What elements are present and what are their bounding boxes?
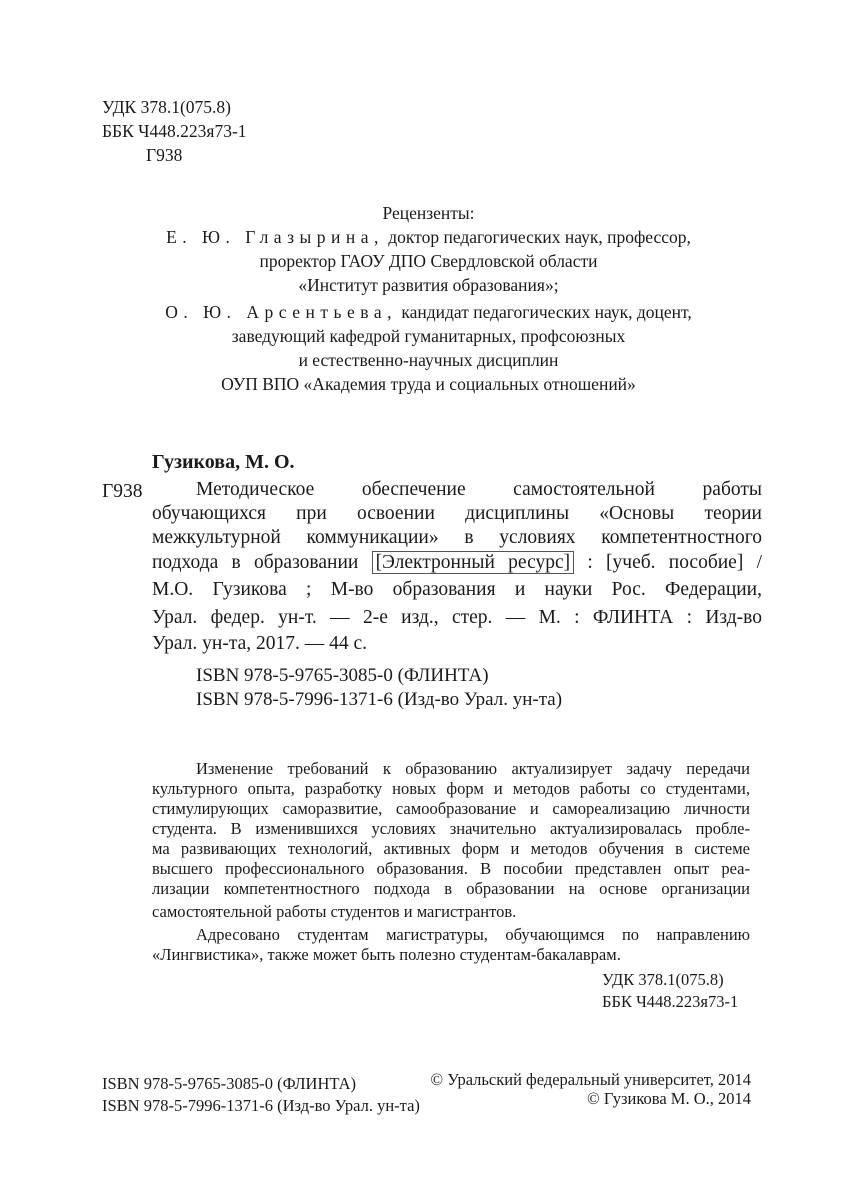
reviewer-1-line-1 [0,225,857,249]
reviewer-1-name: Е. Ю. Глазырина, [166,227,384,247]
bib-isbn-2: ISBN 978-5-7996-1371-6 (Изд-во Урал. ун-та) [196,689,563,710]
bib-line-4-post: : [учеб. пособие] / [574,552,762,573]
bib-title-line-3: межкультурной коммуникации» в условиях компетентностного [152,527,762,548]
electronic-resource-label: [Электронный ресурс] [372,551,575,574]
reviewer-2-name: О. Ю. Арсентьева, [165,302,397,322]
abstract-line-8: самостоятельной работы студентов и магистрантов. [152,902,517,921]
copyright-university: © Уральский федеральный университет, 2014 [430,1070,751,1089]
reviewer-2-line-2: заведующий кафедрой гуманитарных, профсоюзных [231,326,626,346]
reviewer-1-line-2: проректор ГАОУ ДПО Свердловской области [259,251,598,271]
abstract-line-2: культурного опыта, разработку новых форм и методов работы со студентами, [152,779,750,798]
footer-isbn-1: ISBN 978-5-9765-3085-0 (ФЛИНТА) [102,1074,357,1093]
reviewer-1-title: доктор педагогических наук, профессор, [383,227,691,247]
bib-title-line-5: М.О. Гузикова ; М-во образования и науки Рос. Федерации, [152,579,762,600]
reviewer-2-line-4: ОУП ВПО «Академия труда и социальных отношений» [221,374,636,394]
udk-code: УДК 378.1(075.8) [102,97,232,117]
author-mark: Г938 [146,145,183,165]
bib-line-4-text: подхода в образовании [152,552,372,573]
bib-author-mark: Г938 [102,481,143,502]
abstract-line-1: Изменение требований к образованию актуализирует задачу передачи [196,759,750,778]
abstract-bbk: ББК Ч448.223я73-1 [602,992,739,1011]
abstract-line-6: высшего профессионального образования. В пособии представлен опыт реа- [152,859,750,878]
reviewer-2-line-3: и естественно-научных дисциплин [298,350,559,370]
audience-line-1: Адресовано студентам магистратуры, обучающимся по направлению [196,925,750,944]
abstract-line-3: стимулирующих саморазвитие, самообразование и самореализацию личности [152,799,750,818]
abstract-line-7: лизации компетентностного подхода в образовании на основе организации [152,879,750,898]
audience-line-2: «Лингвистика», также может быть полезно студентам-бакалаврам. [152,945,621,964]
bib-title-line-2: обучающихся при освоении дисциплины «Основы теории [152,503,762,524]
bib-title-line-6: Урал. федер. ун-т. — 2-е изд., стер. — М. : ФЛИНТА : Изд-во [152,607,762,628]
bib-title-line-4 [152,551,762,575]
bib-title-line-7: Урал. ун-та, 2017. — 44 с. [152,633,368,654]
copyright-author: © Гузикова М. О., 2014 [587,1089,751,1108]
reviewer-1-line-3: «Институт развития образования»; [298,275,559,295]
abstract-line-5: ма развивающих технологий, активных форм и методов обучения в системе [152,839,750,858]
abstract-udk: УДК 378.1(075.8) [602,970,724,989]
bib-isbn-1: ISBN 978-5-9765-3085-0 (ФЛИНТА) [196,665,489,686]
footer-isbn-2: ISBN 978-5-7996-1371-6 (Изд-во Урал. ун-та) [102,1096,420,1115]
abstract-line-4: студента. В изменившихся условиях значительно актуализировалась пробле- [152,819,750,838]
bib-title-line-1: Методическое обеспечение самостоятельной работы [196,479,762,500]
bib-author: Гузикова, М. О. [152,451,295,473]
reviewer-2-line-1 [0,300,857,324]
reviewers-heading: Рецензенты: [382,203,475,223]
bbk-code: ББК Ч448.223я73-1 [102,121,247,141]
reviewer-2-title: кандидат педагогических наук, доцент, [396,302,692,322]
